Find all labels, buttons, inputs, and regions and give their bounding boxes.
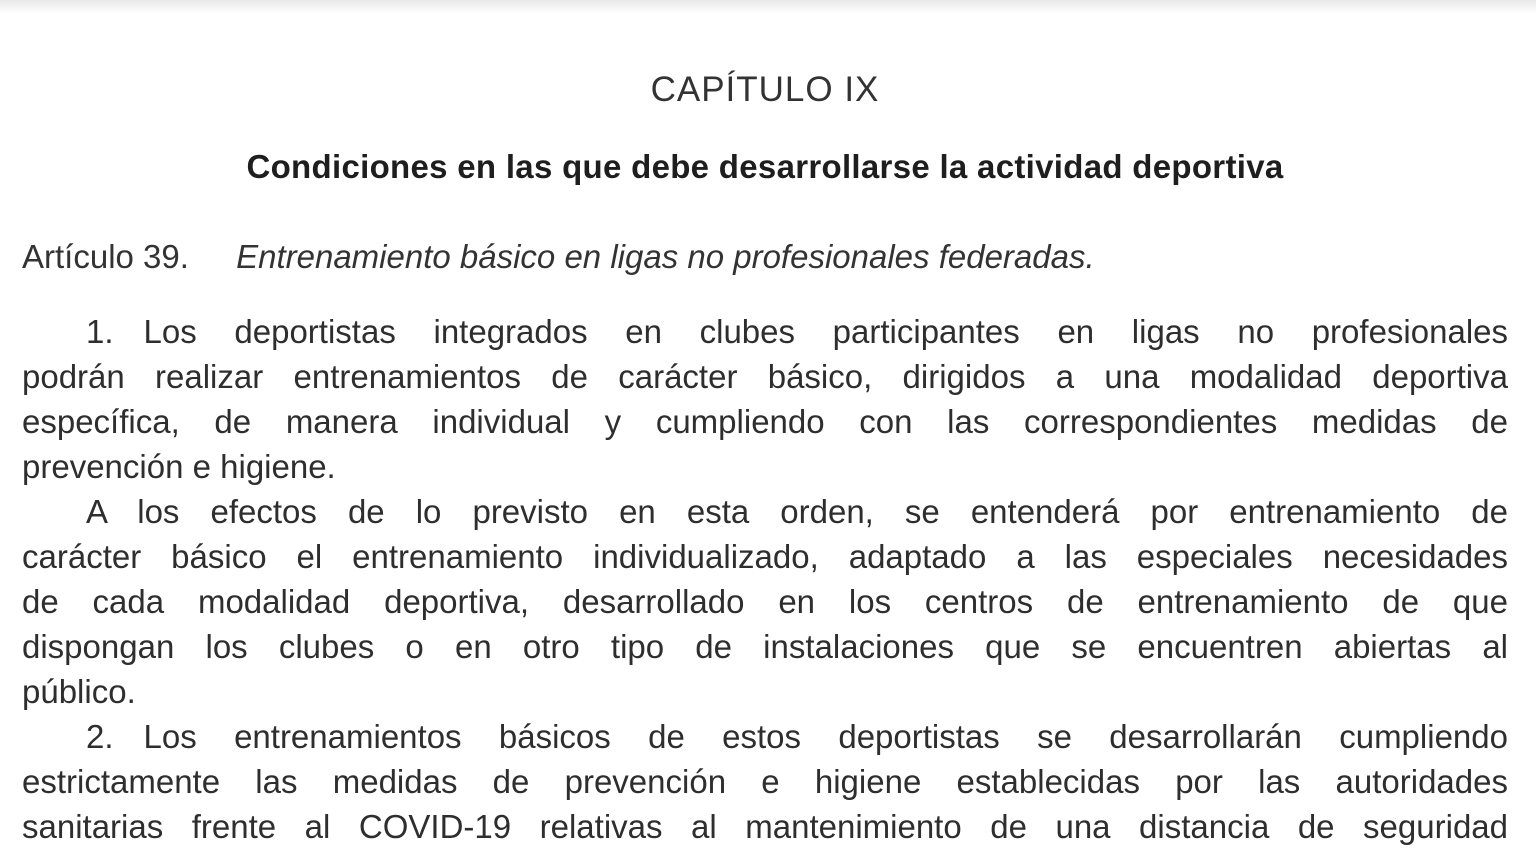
paragraph-3-line-3: sanitarias frente al COVID-19 relativas al mantenimiento de una distancia de seguridad bbox=[22, 808, 1508, 845]
paragraph-2-line-1: A los efectos de lo previsto en esta orden, se entenderá por entrenamiento de bbox=[86, 493, 1508, 530]
article-heading bbox=[22, 238, 1095, 276]
paragraph-1-line-1 bbox=[86, 312, 1508, 352]
paragraph-1-line-4: prevención e higiene. bbox=[22, 448, 336, 485]
paragraph-1-line-3: específica, de manera individual y cumpliendo con las correspondientes medidas de bbox=[22, 403, 1508, 440]
article-title: Entrenamiento básico en ligas no profesionales federadas. bbox=[236, 238, 1095, 275]
paragraph-3-line-2: estrictamente las medidas de prevención e higiene establecidas por las autoridades bbox=[22, 763, 1508, 800]
paragraph-text: Los entrenamientos básicos de estos deportistas se desarrollarán cumpliendo bbox=[143, 718, 1508, 755]
paragraph-2-line-4: dispongan los clubes o en otro tipo de instalaciones que se encuentren abiertas al bbox=[22, 628, 1508, 665]
paragraph-2-line-2: carácter básico el entrenamiento individualizado, adaptado a las especiales necesidades bbox=[22, 538, 1508, 575]
chapter-heading: CAPÍTULO IX bbox=[650, 70, 880, 109]
paragraph-number: 1. bbox=[86, 313, 114, 350]
paragraph-number: 2. bbox=[86, 718, 114, 755]
paragraph-3-line-1 bbox=[86, 717, 1508, 757]
paragraph-text: Los deportistas integrados en clubes participantes en ligas no profesionales bbox=[143, 313, 1508, 350]
paragraph-2-line-5: público. bbox=[22, 673, 136, 710]
paragraph-2-line-3: de cada modalidad deportiva, desarrollado en los centros de entrenamiento de que bbox=[22, 583, 1508, 620]
section-title: Condiciones en las que debe desarrollarse la actividad deportiva bbox=[246, 148, 1284, 185]
paragraph-1-line-2: podrán realizar entrenamientos de carácter básico, dirigidos a una modalidad deportiva bbox=[22, 358, 1508, 395]
article-number: Artículo 39. bbox=[22, 238, 189, 275]
